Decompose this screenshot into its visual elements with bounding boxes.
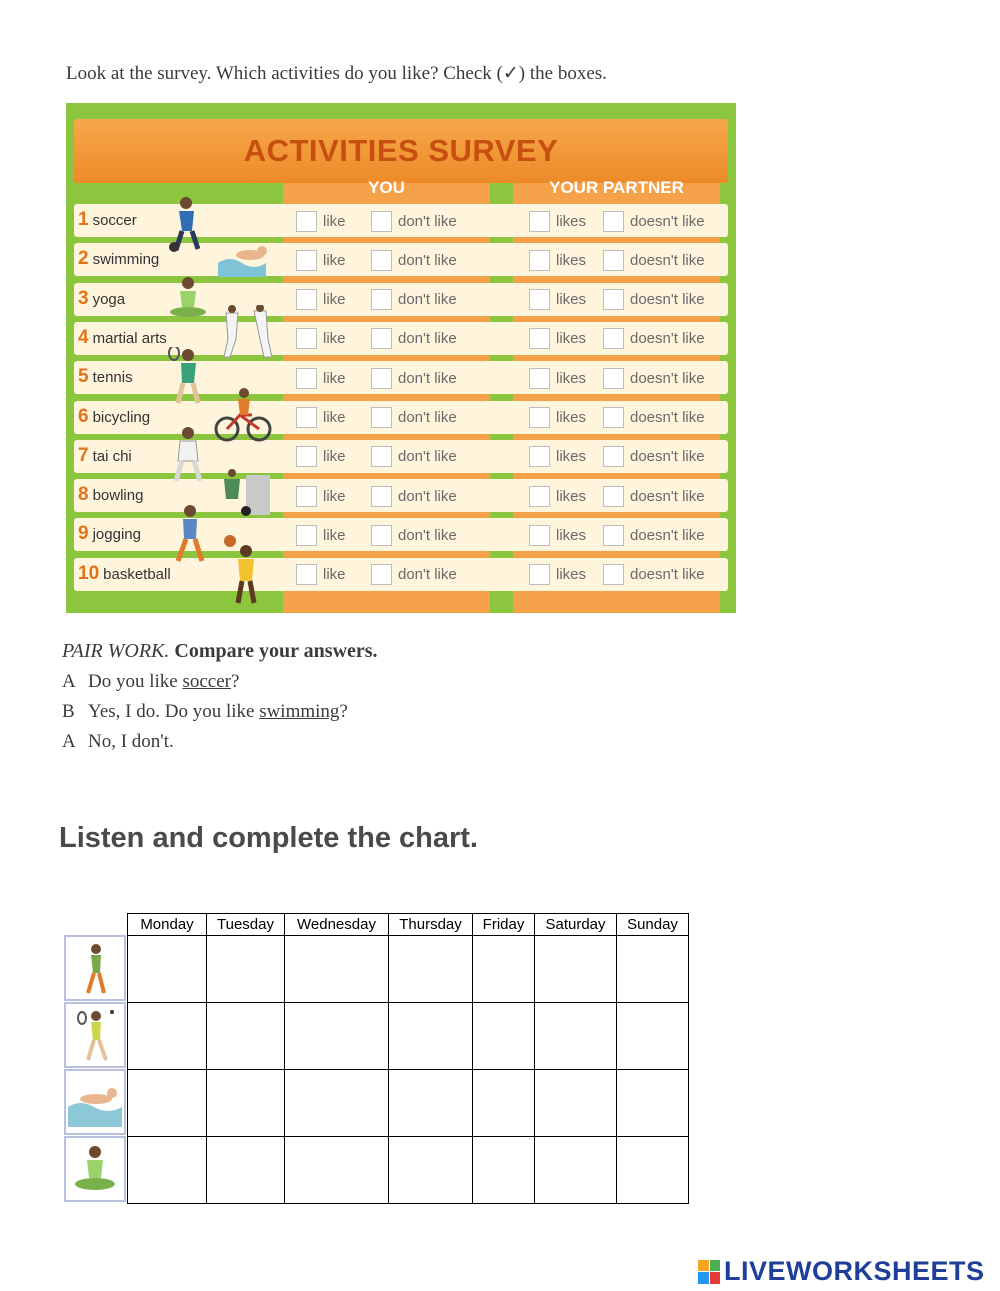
partner-likes-option	[529, 249, 586, 271]
option-label: like	[323, 291, 346, 309]
partner-likes-checkbox[interactable]	[529, 211, 550, 232]
tennis-player-icon	[166, 347, 212, 407]
pair-work-section	[62, 640, 378, 761]
dialogue-text: Do you like	[88, 671, 183, 692]
activity-name: soccer	[92, 212, 137, 229]
activity-number: 4	[78, 326, 89, 348]
you-like-option	[296, 367, 346, 389]
speaker-label: A	[62, 671, 76, 692]
chart-day-header: Thursday	[389, 914, 473, 936]
dialogue-text: Yes, I do. Do you like	[88, 701, 260, 722]
you-like-checkbox[interactable]	[296, 211, 317, 232]
chart-cell[interactable]	[128, 1137, 207, 1204]
jogger-icon	[168, 503, 212, 565]
partner-likes-checkbox[interactable]	[529, 328, 550, 349]
tai-chi-icon	[166, 425, 210, 483]
you-like-option	[296, 210, 346, 232]
partner-likes-option	[529, 407, 586, 429]
activity-name: swimming	[92, 251, 160, 269]
you-dont-like-option	[371, 485, 457, 507]
martial-arts-icon	[216, 305, 276, 363]
option-label: likes	[556, 409, 587, 426]
chart-cell[interactable]	[535, 936, 617, 1003]
liveworksheets-logo	[698, 1256, 985, 1287]
option-label: like	[323, 251, 346, 269]
activity-name: martial arts	[92, 329, 167, 347]
activity-label	[78, 209, 137, 231]
you-dont-like-checkbox[interactable]	[371, 564, 392, 585]
chart-cell[interactable]	[473, 1070, 535, 1137]
partner-likes-option	[529, 328, 586, 350]
chart-cell[interactable]	[285, 936, 389, 1003]
option-label: likes	[556, 487, 587, 505]
chart-cell[interactable]	[389, 1137, 473, 1204]
you-like-option	[296, 446, 346, 468]
partner-doesnt-like-option	[603, 328, 705, 350]
basketball-player-icon	[216, 535, 266, 605]
listen-heading: Listen and complete the chart.	[59, 822, 478, 854]
chart-row	[128, 1070, 689, 1137]
option-label: likes	[556, 212, 587, 230]
option-label: don't like	[398, 330, 457, 348]
logo-mark-icon	[698, 1260, 720, 1284]
chart-day-header: Wednesday	[285, 914, 389, 936]
partner-doesnt-like-option	[603, 407, 705, 429]
you-dont-like-checkbox[interactable]	[371, 446, 392, 467]
survey-title: ACTIVITIES SURVEY	[243, 133, 559, 168]
activity-number: 3	[78, 287, 89, 309]
option-label: like	[323, 448, 346, 466]
you-like-checkbox[interactable]	[296, 328, 317, 349]
bowling-icon	[216, 469, 274, 519]
partner-doesnt-like-option	[603, 367, 705, 389]
chart-cell[interactable]	[389, 1003, 473, 1070]
partner-doesnt-like-checkbox[interactable]	[603, 328, 624, 349]
listening-chart	[127, 913, 689, 1204]
activity-number: 1	[78, 209, 89, 230]
partner-doesnt-like-option	[603, 524, 705, 546]
chart-cell[interactable]	[285, 1070, 389, 1137]
option-label: don't like	[398, 291, 457, 309]
dialogue-line	[62, 701, 378, 731]
activity-name: yoga	[92, 290, 126, 308]
partner-doesnt-like-checkbox[interactable]	[603, 407, 624, 428]
option-label: like	[323, 212, 346, 230]
you-dont-like-checkbox[interactable]	[371, 250, 392, 271]
option-label: doesn't like	[630, 291, 705, 309]
activity-label	[78, 484, 143, 506]
pair-work-title	[62, 640, 378, 663]
activity-label	[78, 445, 132, 467]
activity-label	[78, 248, 159, 270]
activity-name: bowling	[92, 487, 144, 505]
activity-label	[78, 327, 167, 349]
you-like-checkbox[interactable]	[296, 407, 317, 428]
partner-doesnt-like-checkbox[interactable]	[603, 486, 624, 507]
activity-number: 10	[78, 562, 100, 584]
yoga-icon	[166, 275, 210, 319]
you-dont-like-option	[371, 289, 457, 311]
partner-doesnt-like-checkbox[interactable]	[603, 368, 624, 389]
partner-likes-checkbox[interactable]	[529, 250, 550, 271]
partner-likes-checkbox[interactable]	[529, 525, 550, 546]
you-like-option	[296, 524, 346, 546]
partner-likes-option	[529, 289, 586, 311]
you-dont-like-checkbox[interactable]	[371, 486, 392, 507]
option-label: doesn't like	[630, 212, 705, 230]
partner-likes-option	[529, 367, 586, 389]
you-dont-like-checkbox[interactable]	[371, 328, 392, 349]
logo-text: LIVEWORKSHEETS	[724, 1256, 985, 1286]
partner-doesnt-like-option	[603, 485, 705, 507]
option-label: likes	[556, 448, 587, 466]
chart-day-header: Saturday	[535, 914, 617, 936]
partner-doesnt-like-option	[603, 249, 705, 271]
chart-row-icon-swimming	[64, 1069, 126, 1135]
chart-cell[interactable]	[285, 1137, 389, 1204]
option-label: likes	[556, 291, 587, 309]
chart-cell[interactable]	[389, 936, 473, 1003]
option-label: doesn't like	[630, 409, 705, 426]
column-header-you: YOU	[368, 178, 405, 197]
chart-cell[interactable]	[617, 1070, 689, 1137]
chart-cell[interactable]	[617, 1137, 689, 1204]
activity-number: 7	[78, 444, 89, 466]
you-dont-like-checkbox[interactable]	[371, 525, 392, 546]
you-like-checkbox[interactable]	[296, 486, 317, 507]
activity-name: bicycling	[92, 408, 151, 426]
option-label: don't like	[398, 212, 457, 230]
chart-cell[interactable]	[535, 1137, 617, 1204]
you-like-option	[296, 485, 346, 507]
you-dont-like-option	[371, 446, 457, 468]
chart-cell[interactable]	[128, 1003, 207, 1070]
partner-likes-checkbox[interactable]	[529, 407, 550, 428]
chart-cell[interactable]	[473, 1003, 535, 1070]
column-header-partner: YOUR PARTNER	[549, 178, 684, 197]
option-label: like	[323, 330, 346, 348]
option-label: doesn't like	[630, 330, 705, 348]
dialogue-end: ?	[339, 701, 348, 722]
chart-cell[interactable]	[207, 936, 285, 1003]
option-label: don't like	[398, 369, 457, 387]
chart-row-icon-jogging	[64, 935, 126, 1001]
partner-doesnt-like-checkbox[interactable]	[603, 211, 624, 232]
partner-likes-checkbox[interactable]	[529, 446, 550, 467]
option-label: doesn't like	[630, 526, 705, 544]
partner-likes-option	[529, 485, 586, 507]
you-dont-like-checkbox[interactable]	[371, 211, 392, 232]
option-label: likes	[556, 369, 587, 387]
option-label: likes	[556, 330, 587, 348]
soccer-player-icon	[164, 195, 210, 255]
chart-cell[interactable]	[389, 1070, 473, 1137]
you-dont-like-option	[371, 210, 457, 232]
speaker-label: A	[62, 731, 76, 752]
chart-cell[interactable]	[617, 1003, 689, 1070]
speaker-label: B	[62, 701, 75, 722]
option-label: doesn't like	[630, 448, 705, 466]
chart-cell[interactable]	[128, 936, 207, 1003]
instruction-text: Look at the survey. Which activities do you like? Check (✓) the boxes.	[66, 63, 607, 84]
chart-row	[128, 936, 689, 1003]
option-label: don't like	[398, 409, 457, 426]
partner-likes-checkbox[interactable]	[529, 368, 550, 389]
activity-number: 8	[78, 484, 89, 506]
dialogue-text: No, I don't.	[88, 731, 174, 752]
swimmer-icon	[66, 1071, 124, 1133]
option-label: like	[323, 526, 346, 544]
option-label: like	[323, 487, 346, 505]
partner-doesnt-like-option	[603, 446, 705, 468]
option-label: likes	[556, 526, 587, 544]
chart-cell[interactable]	[128, 1070, 207, 1137]
partner-doesnt-like-checkbox[interactable]	[603, 250, 624, 271]
partner-doesnt-like-option	[603, 210, 705, 232]
activity-name: basketball	[103, 565, 171, 583]
tennis-player-icon	[66, 1004, 124, 1066]
activity-number: 2	[78, 248, 89, 270]
chart-cell[interactable]	[473, 936, 535, 1003]
chart-day-header: Sunday	[617, 914, 689, 936]
partner-likes-checkbox[interactable]	[529, 289, 550, 310]
you-like-option	[296, 328, 346, 350]
option-label: doesn't like	[630, 566, 705, 584]
chart-cell[interactable]	[535, 1003, 617, 1070]
partner-doesnt-like-checkbox[interactable]	[603, 289, 624, 310]
option-label: don't like	[398, 566, 457, 584]
partner-doesnt-like-checkbox[interactable]	[603, 446, 624, 467]
option-label: doesn't like	[630, 251, 705, 269]
chart-cell[interactable]	[285, 1003, 389, 1070]
activity-label	[78, 366, 133, 388]
you-like-checkbox[interactable]	[296, 564, 317, 585]
chart-row	[128, 1003, 689, 1070]
chart-row	[128, 1137, 689, 1204]
you-like-checkbox[interactable]	[296, 525, 317, 546]
you-dont-like-option	[371, 564, 457, 586]
activity-number: 6	[78, 405, 89, 427]
chart-day-header: Tuesday	[207, 914, 285, 936]
partner-likes-checkbox[interactable]	[529, 564, 550, 585]
dialogue-line	[62, 671, 378, 701]
option-label: don't like	[398, 448, 457, 466]
you-like-checkbox[interactable]	[296, 289, 317, 310]
option-label: don't like	[398, 526, 457, 544]
partner-likes-checkbox[interactable]	[529, 486, 550, 507]
activity-number: 9	[78, 523, 89, 545]
activity-name: jogging	[92, 526, 141, 544]
chart-cell[interactable]	[207, 1070, 285, 1137]
chart-row-icon-tennis	[64, 1002, 126, 1068]
yoga-icon	[66, 1138, 124, 1200]
you-like-option	[296, 289, 346, 311]
you-like-checkbox[interactable]	[296, 250, 317, 271]
activity-number: 5	[78, 366, 89, 388]
you-like-option	[296, 564, 346, 586]
chart-day-header: Monday	[128, 914, 207, 936]
option-label: like	[323, 409, 346, 426]
jogger-icon	[66, 937, 124, 999]
partner-likes-option	[529, 524, 586, 546]
partner-doesnt-like-option	[603, 564, 705, 586]
dialogue-end: ?	[231, 671, 240, 692]
chart-day-header: Friday	[473, 914, 535, 936]
partner-doesnt-like-checkbox[interactable]	[603, 564, 624, 585]
option-label: like	[323, 369, 346, 387]
chart-cell[interactable]	[207, 1003, 285, 1070]
partner-doesnt-like-option	[603, 289, 705, 311]
activity-label	[78, 523, 141, 545]
you-dont-like-option	[371, 524, 457, 546]
you-dont-like-option	[371, 249, 457, 271]
survey-title-bar	[74, 119, 728, 183]
partner-likes-option	[529, 564, 586, 586]
you-dont-like-option	[371, 367, 457, 389]
dialogue-underlined-word: soccer	[182, 671, 231, 692]
you-like-option	[296, 407, 346, 429]
partner-likes-option	[529, 210, 586, 232]
bicycle-icon	[214, 387, 272, 443]
activity-name: tennis	[92, 369, 133, 387]
chart-cell[interactable]	[535, 1070, 617, 1137]
option-label: like	[323, 566, 346, 584]
option-label: don't like	[398, 251, 457, 269]
chart-cell[interactable]	[207, 1137, 285, 1204]
activity-label	[78, 406, 150, 428]
option-label: likes	[556, 251, 587, 269]
dialogue-underlined-word: swimming	[259, 701, 340, 722]
you-dont-like-checkbox[interactable]	[371, 407, 392, 428]
activity-name: tai chi	[92, 447, 132, 465]
you-dont-like-checkbox[interactable]	[371, 289, 392, 310]
dialogue-line	[62, 731, 378, 761]
activity-label	[78, 563, 171, 585]
chart-cell[interactable]	[617, 936, 689, 1003]
activities-survey	[66, 103, 736, 613]
pair-work-label: PAIR WORK.	[62, 640, 170, 662]
option-label: likes	[556, 566, 587, 584]
option-label: don't like	[398, 487, 457, 505]
partner-doesnt-like-checkbox[interactable]	[603, 525, 624, 546]
you-like-checkbox[interactable]	[296, 446, 317, 467]
pair-work-instruction: Compare your answers.	[174, 640, 378, 662]
you-dont-like-option	[371, 328, 457, 350]
you-like-checkbox[interactable]	[296, 368, 317, 389]
chart-cell[interactable]	[473, 1137, 535, 1204]
you-dont-like-option	[371, 407, 457, 429]
you-like-option	[296, 249, 346, 271]
activity-label	[78, 288, 125, 310]
you-dont-like-checkbox[interactable]	[371, 368, 392, 389]
swimmer-icon	[216, 239, 268, 279]
chart-row-icon-yoga	[64, 1136, 126, 1202]
option-label: doesn't like	[630, 487, 705, 505]
partner-likes-option	[529, 446, 586, 468]
option-label: doesn't like	[630, 369, 705, 387]
